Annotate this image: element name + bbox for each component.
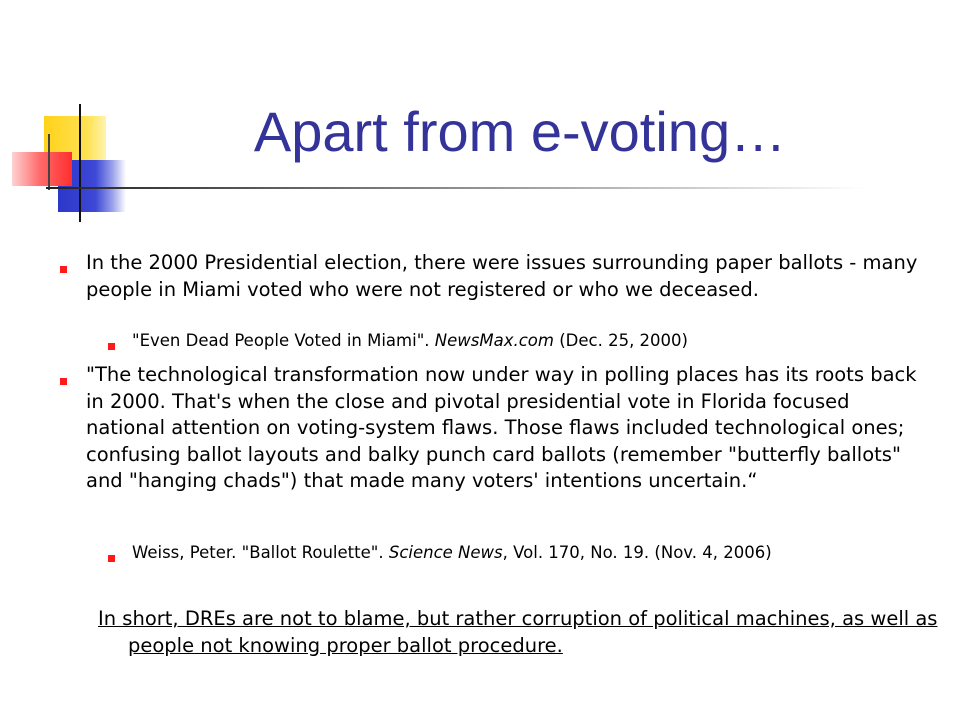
bullet-quote-text: "The technological transformation now under way in polling places has its roots back in 2000. That's when the close and pivotal presidential vote in Florida focused national attention on voting-system flaws. Those flaws included technological ones; confusing ballot layouts and balky punch card ballots (remember "butterfly ballots" and "hanging chads") that made many voters' intentions uncertain.“ [86, 363, 917, 492]
citation-details: , Vol. 170, No. 19. (Nov. 4, 2006) [502, 543, 772, 562]
logo-red-square [12, 152, 72, 186]
logo-vertical-line-short [48, 134, 50, 190]
logo-vertical-line [79, 104, 81, 222]
citation-text: Weiss, Peter. "Ballot Roulette". [132, 543, 389, 562]
citation-date: (Dec. 25, 2000) [553, 331, 688, 350]
title-underline-rule [46, 187, 866, 189]
decorative-squares-logo [0, 0, 140, 230]
slide-title: Apart from e-voting… [253, 100, 787, 163]
summary-statement: In short, DREs are not to blame, but rather corruption of political machines, as well as people not knowing proper ballot procedure. [98, 607, 938, 657]
bullet-text: In the 2000 Presidential election, there were issues surrounding paper ballots - many people in Miami voted who were not registered or who we deceased. [86, 251, 918, 301]
sub-bullet-citation [132, 330, 922, 352]
bullet-marker [60, 266, 67, 273]
bullet-marker [108, 343, 115, 350]
sub-bullet-citation [132, 542, 922, 564]
bullet-item [86, 250, 926, 303]
bullet-item [86, 362, 926, 495]
citation-text: "Even Dead People Voted in Miami". [132, 331, 435, 350]
citation-source: NewsMax.com [434, 331, 554, 350]
bullet-marker [60, 378, 67, 385]
citation-source: Science News [388, 543, 503, 562]
bullet-marker [108, 555, 115, 562]
